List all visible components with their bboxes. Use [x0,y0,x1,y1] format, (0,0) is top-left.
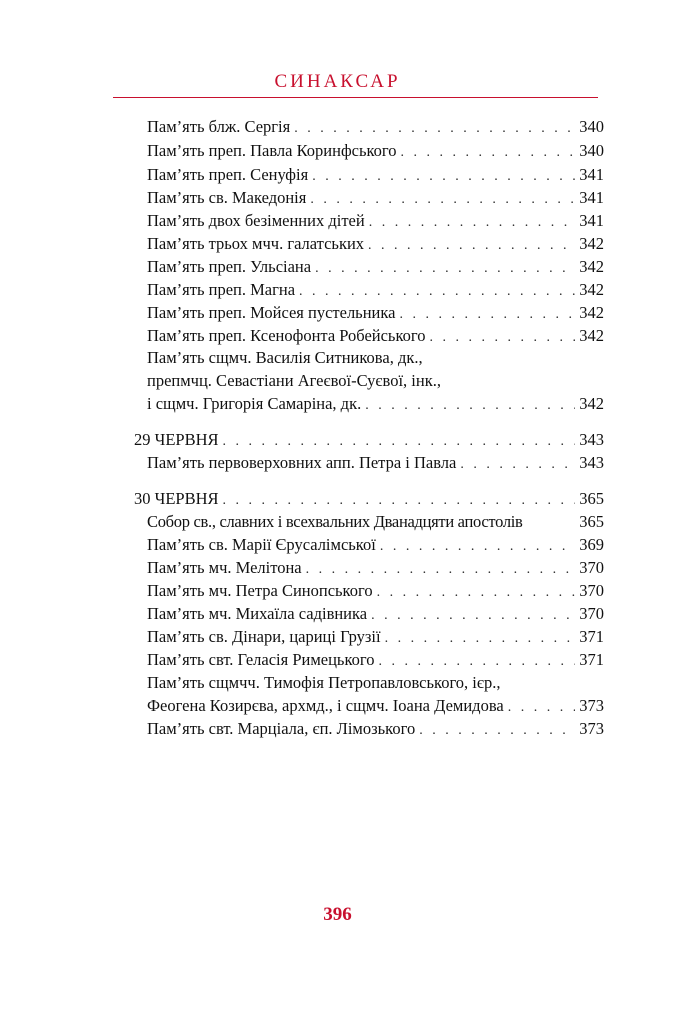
toc-entry [147,625,604,649]
toc-entry-title: Пам’ять преп. Сенуфія [147,165,309,184]
toc-entry-page: 373 [579,719,604,738]
toc-entry-page: 341 [579,165,604,184]
toc-entry-title: Пам’ять преп. Ксенофонта Робейського [147,326,426,345]
toc-entry [147,163,604,187]
toc-entry-title-line: препмчц. Севастіани Агеєвої-Суєвої, інк., [147,371,441,390]
toc-entry-page: 341 [579,211,604,230]
toc-entry-page: 370 [579,604,604,623]
toc-entry-page: 365 [579,512,604,531]
page-number: 396 [323,904,352,925]
toc-entry-page: 341 [579,188,604,207]
toc-entry-title: Пам’ять мч. Петра Синопського [147,581,373,600]
toc-entry-title-line: Пам’ять сщмчч. Тимофія Петропавловського, ієр., [147,673,501,692]
section-title: 30 ЧЕРВНЯ [134,489,219,508]
toc-entry-title: Пам’ять мч. Мелітона [147,558,302,577]
toc-entry [147,533,604,557]
toc-entry-title: Пам’ять преп. Магна [147,280,296,299]
toc-entry [147,717,604,741]
toc-entry-title: Феогена Козирєва, архмд., і сщмч. Іоана Демидова [147,696,504,715]
toc-entry-title: Пам’ять блж. Сергія [147,117,291,136]
toc-entry [147,324,604,348]
toc-entry [147,579,604,603]
toc-entry [147,255,604,279]
toc-entry-page: 371 [579,627,604,646]
dot-leader [294,117,575,141]
toc-entry-page: 342 [579,303,604,322]
toc-entry [147,648,604,672]
toc-entry-page: 342 [579,257,604,276]
toc-entry-page: 340 [579,117,604,136]
toc-entry [147,139,604,163]
toc-section-heading [134,428,604,452]
section-title: 29 ЧЕРВНЯ [134,430,219,449]
toc-entry-title: Пам’ять двох безіменних дітей [147,211,365,230]
toc-entry-page: 343 [579,453,604,472]
toc-entry [147,510,604,534]
toc-entry-title: Пам’ять трьох мчч. галатських [147,234,365,253]
toc-entry-title: Пам’ять мч. Михаїла садівника [147,604,368,623]
toc-entry [147,232,604,256]
toc-entry-title: і сщмч. Григорія Самаріна, дк. [147,394,362,413]
toc-entry [147,115,604,139]
header-title: СИНАКСАР [274,71,401,92]
toc-entry-title: Пам’ять свт. Марціала, єп. Лімозького [147,719,416,738]
dot-leader [460,453,575,477]
toc-entry [147,392,604,416]
toc-entry-page: 373 [579,696,604,715]
toc-entry [147,602,604,626]
toc-entry-title: Пам’ять св. Дінари, цариці Грузії [147,627,381,646]
section-page: 343 [579,430,604,449]
dot-leader [430,326,576,350]
toc-entry [147,451,604,475]
toc-entry-page: 340 [579,141,604,160]
toc-entry-page: 342 [579,234,604,253]
toc-entry-title: Пам’ять св. Македонія [147,188,307,207]
toc-entry-page: 370 [579,581,604,600]
toc-entry-page: 371 [579,650,604,669]
toc-entry [147,186,604,210]
dot-leader [365,394,575,418]
toc-entry-title: Пам’ять первоверховних апп. Петра і Павла [147,453,457,472]
toc-entry-title: Собор св., славних і всехвальних Дванадцяти апостолів [147,512,523,531]
toc-entry-page: 342 [579,326,604,345]
toc-entry [147,278,604,302]
toc-entry [147,209,604,233]
toc-entry-page: 342 [579,280,604,299]
dot-leader [401,141,576,165]
toc-entry-title: Пам’ять преп. Ульсіана [147,257,312,276]
toc-entry-title: Пам’ять св. Марії Єрусалімської [147,535,376,554]
toc-entry [147,694,604,718]
toc-entry-page: 342 [579,394,604,413]
toc-entry [147,556,604,580]
toc-entry-page: 369 [579,535,604,554]
toc-entry-title-line: Пам’ять сщмч. Василія Ситникова, дк., [147,348,423,367]
toc-entry-page: 370 [579,558,604,577]
toc-section-heading [134,487,604,511]
toc-entry [147,301,604,325]
toc-entry-title: Пам’ять преп. Павла Коринфського [147,141,397,160]
dot-leader [419,719,575,743]
toc-entry-title: Пам’ять преп. Мойсея пустельника [147,303,396,322]
toc-entry-title: Пам’ять свт. Геласія Римецького [147,650,375,669]
section-page: 365 [579,489,604,508]
